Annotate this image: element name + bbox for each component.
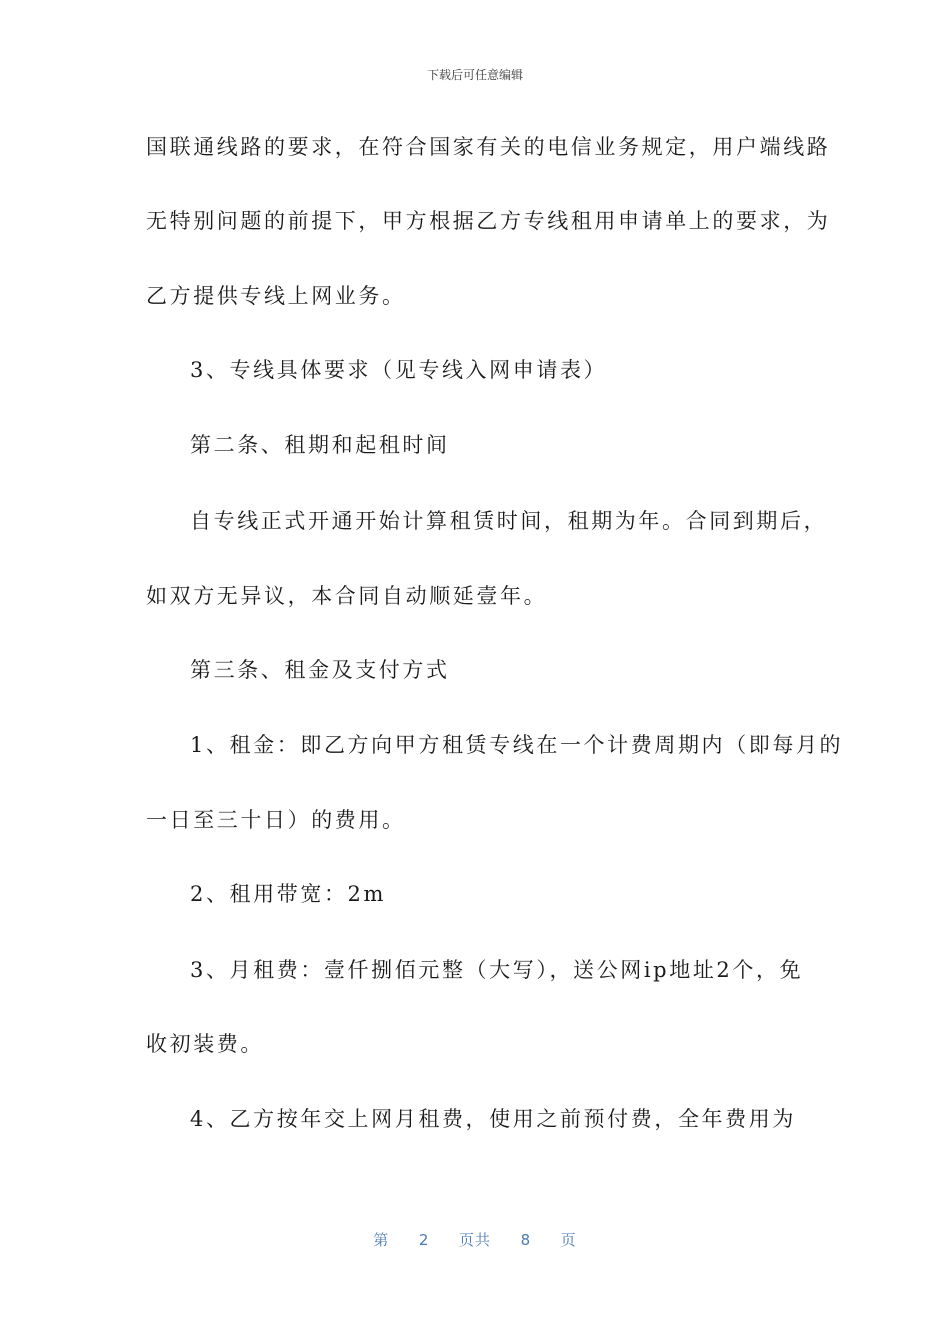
footer-prefix: 第 xyxy=(373,1231,390,1249)
body-line: 自专线正式开通开始计算租赁时间，租期为年。合同到期后， xyxy=(190,509,828,533)
body-line: 4、乙方按年交上网月租费，使用之前预付费，全年费用为 xyxy=(190,1107,796,1131)
body-line: 如双方无异议，本合同自动顺延壹年。 xyxy=(146,584,548,608)
body-line: 乙方提供专线上网业务。 xyxy=(146,284,406,308)
page-footer xyxy=(0,1229,950,1250)
section-heading: 第三条、租金及支付方式 xyxy=(190,658,450,682)
body-line: 国联通线路的要求，在符合国家有关的电信业务规定，用户端线路 xyxy=(146,135,831,159)
section-heading: 第二条、租期和起租时间 xyxy=(190,433,450,457)
body-line: 一日至三十日）的费用。 xyxy=(146,808,406,832)
footer-current-page: 2 xyxy=(418,1231,430,1249)
body-line: 3、专线具体要求（见专线入网申请表） xyxy=(190,358,608,382)
body-line: 收初装费。 xyxy=(146,1032,264,1056)
body-line: 1、租金：即乙方向甲方租赁专线在一个计费周期内（即每月的 xyxy=(190,733,844,757)
footer-suffix: 页 xyxy=(560,1231,577,1249)
body-line: 2、租用带宽：2m xyxy=(190,882,387,906)
footer-middle: 页共 xyxy=(458,1231,491,1249)
body-line: 3、月租费：壹仟捌佰元整（大写），送公网ip地址2个，免 xyxy=(190,958,804,982)
body-line: 无特别问题的前提下，甲方根据乙方专线租用申请单上的要求，为 xyxy=(146,209,831,233)
page-header: 下载后可任意编辑 xyxy=(426,68,523,82)
footer-total-pages: 8 xyxy=(520,1231,532,1249)
